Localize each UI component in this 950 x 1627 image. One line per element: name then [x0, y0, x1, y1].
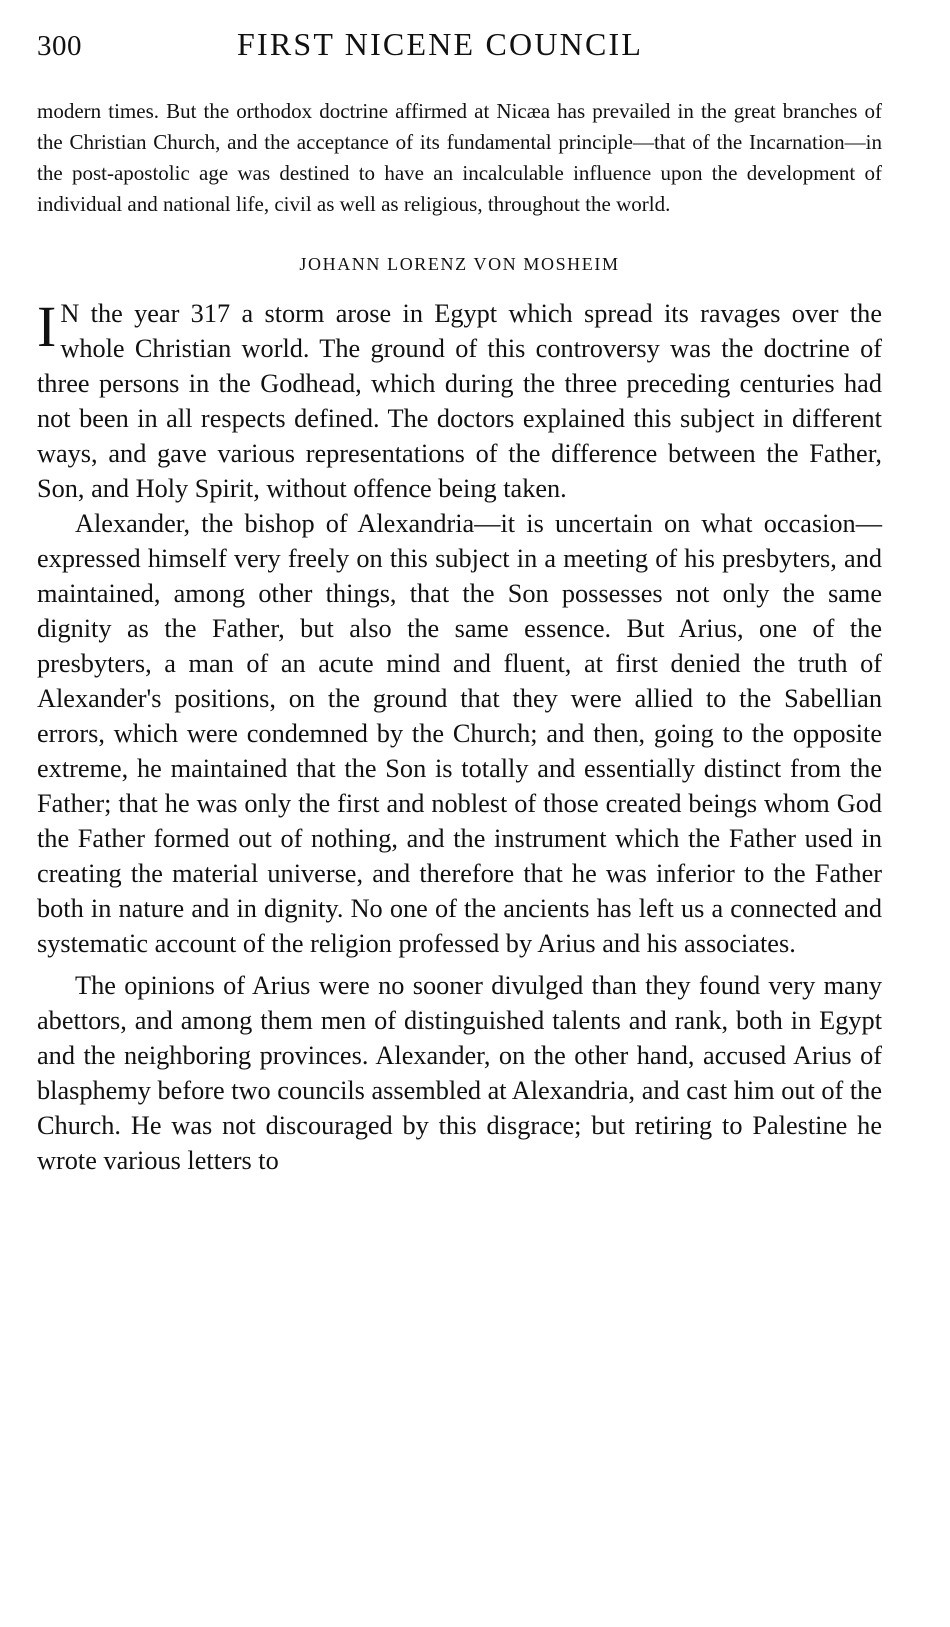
page-content: [37, 22, 882, 1178]
section-body: [37, 296, 882, 1178]
previous-section-paragraph: modern times. But the orthodox doctrine affirmed at Nicæa has prevailed in the great branches of the Christian Church, and the acceptance of its fundamental principle—that of the Incarnation—in the post-apostolic age was destined to have an incalculable influence upon the development of individual and national life, civil as well as religious, throughout the world.: [37, 99, 882, 216]
running-title: FIRST NICENE COUNCIL: [237, 26, 644, 62]
body-paragraph: [37, 296, 882, 506]
body-paragraph: The opinions of Arius were no sooner divulged than they found very many abettors, and among them men of distinguished talents and rank, both in Egypt and the neighboring provinces. Alexander, on the other hand, accused Arius of blasphemy before two councils assembled at Alexandria, and cast him out of the Church. He was not discouraged by this disgrace; but retiring to Palestine he wrote various letters to: [37, 971, 882, 1175]
running-head: [37, 22, 882, 76]
page-number: 300: [37, 30, 82, 62]
section-heading: JOHANN LORENZ VON MOSHEIM: [299, 254, 620, 274]
previous-section-ending: [37, 96, 882, 220]
body-paragraph: Alexander, the bishop of Alexandria—it is uncertain on what occasion—expressed himself very freely on this subject in a meeting of his presbyters, and maintained, among other things, that the Son possesses not only the same dignity as the Father, but also the same essence. But Arius, one of the presbyters, a man of an acute mind and fluent, at first denied the truth of Alexander's positions, on the ground that they were allied to the Sabellian errors, which were condemned by the Church; and then, going to the opposite extreme, he maintained that the Son is totally and essentially distinct from the Father; that he was only the first and noblest of those created beings whom God the Father formed out of nothing, and the instrument which the Father used in creating the material universe, and therefore that he was inferior to the Father both in nature and in dignity. No one of the ancients has left us a connected and systematic account of the religion professed by Arius and his associates.: [37, 509, 882, 958]
paragraph-text: N the year 317 a storm arose in Egypt which spread its ravages over the whole Christian world. The ground of this controversy was the doctrine of three persons in the Godhead, which during the three preceding centuries had not been in all respects defined. The doctors explained this subject in different ways, and gave various representations of the difference between the Father, Son, and Holy Spirit, without offence being taken.: [37, 299, 882, 503]
drop-cap: I: [37, 294, 57, 359]
